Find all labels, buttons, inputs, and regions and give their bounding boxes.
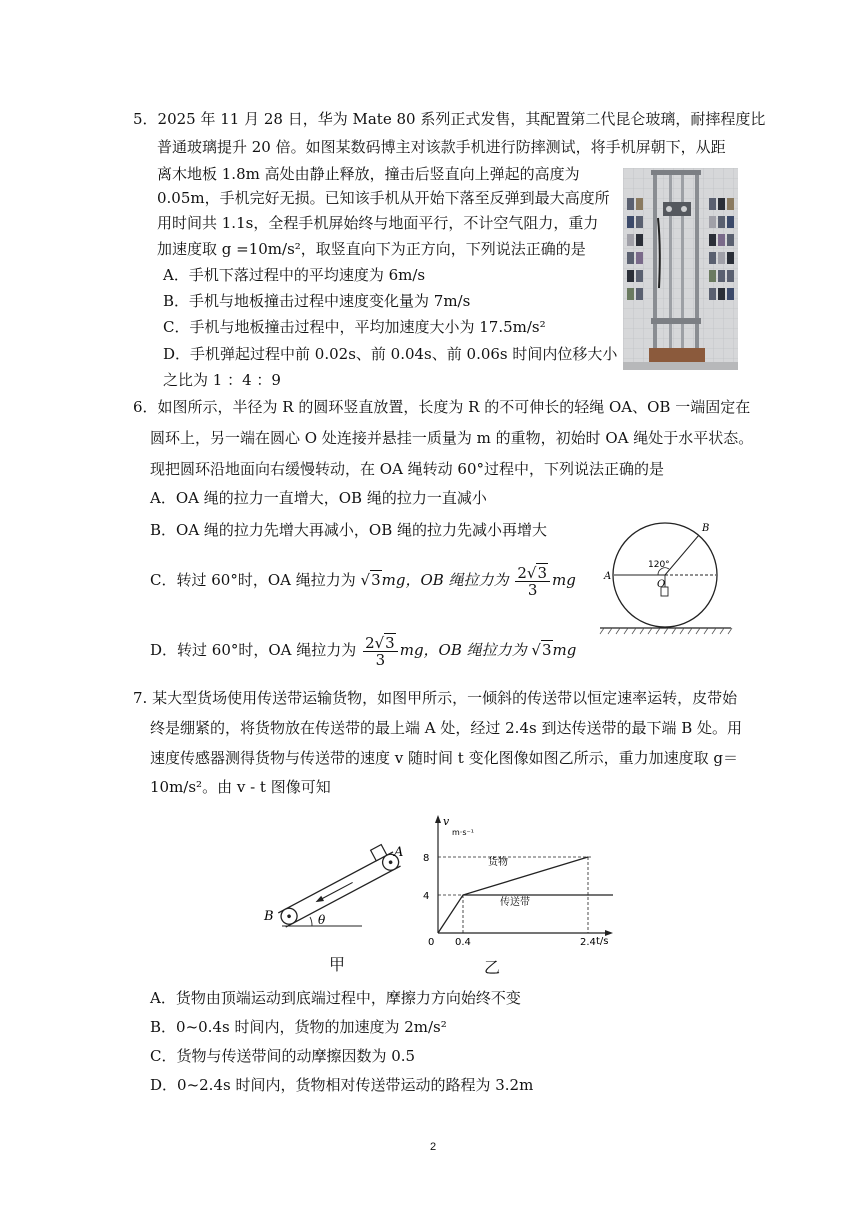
q5-line1: 5．2025 年 11 月 28 日，华为 Mate 80 系列正式发售，其配置第二代昆仑玻璃，耐摔程度比 [133,110,766,128]
figure-label-yi: 乙 [484,958,501,977]
q5-option-d-line2: 之比为 1 ：4 ：9 [163,371,281,389]
label-b: B [264,909,274,924]
label-a: A [394,845,404,860]
label-b: B [702,523,710,534]
q5-option-d-line1: D．手机弹起过程中前 0.02s、前 0.04s、前 0.06s 时间内位移大小 [163,345,618,363]
q7-line2: 终是绷紧的，将货物放在传送带的最上端 A 处，经过 2.4s 到达传送带的最下端 B 处。用 [150,719,743,737]
ring-rope-diagram [598,517,733,637]
vt-chart [418,813,618,948]
q5-line5: 用时间共 1.1s，全程手机屏始终与地面平行，不计空气阻力，重力 [157,214,599,232]
q6-option-d-prefix: D．转过 60°时，OA 绳拉力为 [150,641,357,659]
y-tick-8: 8 [423,853,430,864]
figure-label-jia: 甲 [329,955,346,974]
y-axis-unit: m·s⁻¹ [452,828,474,837]
fraction-two-root-three-over-three: $\frac{2√3}{3}$ [515,565,550,598]
sqrt-three: √3 [531,641,552,659]
conveyor-diagram [262,838,412,938]
q7-option-b: B．0~0.4s 时间内，货物的加速度为 2m/s² [150,1018,447,1036]
q5-option-c: C．手机与地板撞击过程中，平均加速度大小为 17.5m/s² [163,318,546,336]
q5-line4: 0.05m，手机完好无损。已知该手机从开始下落至反弹到最大高度所 [157,189,610,207]
series-label-1: 传送带 [500,897,530,908]
q7-option-c: C．货物与传送带间的动摩擦因数为 0.5 [150,1047,416,1065]
q6-line1: 6．如图所示，半径为 R 的圆环竖直放置，长度为 R 的不可伸长的轻绳 OA、OB 一端固定在 [133,398,751,416]
series-label-0: 货物 [488,857,508,868]
q6-option-b: B．OA 绳的拉力先增大再减小，OB 绳的拉力先减小再增大 [150,521,548,539]
x-tick-0.4: 0.4 [455,937,471,948]
drop-test-photo [623,168,738,370]
q6-option-c-mid: mg，OB 绳拉力为 [381,571,509,589]
angle-label: 120° [648,560,670,570]
q7-line1: 7. 某大型货场使用传送带运输货物，如图甲所示，一倾斜的传送带以恒定速率运转，皮带始 [133,689,738,707]
q6-line3: 现把圆环沿地面向右缓慢转动，在 OA 绳转动 60°过程中，下列说法正确的是 [150,460,665,478]
x-tick-0: 0 [428,937,435,948]
q6-option-d [150,633,576,668]
label-theta: θ [318,913,326,927]
q7-line4: 10m/s²。由 v - t 图像可知 [150,778,331,796]
label-a: A [604,571,612,582]
q6-option-d-mid: mg，OB 绳拉力为 [399,641,527,659]
q6-line2: 圆环上，另一端在圆心 O 处连接并悬挂一质量为 m 的重物，初始时 OA 绳处于水平状态。 [150,429,754,447]
x-tick-2.4: 2.4 [580,937,596,948]
rope-ob [665,535,699,575]
sqrt-three: √3 [360,571,381,589]
q7-line3: 速度传感器测得货物与传送带的速度 v 随时间 t 变化图像如图乙所示，重力加速度取 g＝ [150,749,738,767]
y-axis-label: v [443,815,450,828]
q6-option-d-suffix: mg [552,641,577,659]
q5-line2: 普通玻璃提升 20 倍。如图某数码博主对该款手机进行防摔测试，将手机屏朝下，从距 [157,138,726,156]
label-o: O [657,579,666,590]
q5-option-a: A．手机下落过程中的平均速度为 6m/s [163,266,426,284]
q6-option-c [150,563,576,598]
q7-option-d: D．0~2.4s 时间内，货物相对传送带运动的路程为 3.2m [150,1076,534,1094]
fraction-two-root-three-over-three: $\frac{2√3}{3}$ [363,635,398,668]
q6-option-a: A．OA 绳的拉力一直增大，OB 绳的拉力一直减小 [150,489,487,507]
q5-line3: 离木地板 1.8m 高处由静止释放，撞击后竖直向上弹起的高度为 [157,165,580,183]
q6-option-c-suffix: mg [551,571,576,589]
q6-option-c-prefix: C．转过 60°时，OA 绳拉力为 [150,571,356,589]
x-axis-label: t/s [596,936,609,947]
y-tick-4: 4 [423,891,430,902]
q5-option-b: B．手机与地板撞击过程中速度变化量为 7m/s [163,292,471,310]
q7-option-a: A．货物由顶端运动到底端过程中，摩擦力方向始终不变 [150,989,521,1007]
q5-line6: 加速度取 g =10m/s²，取竖直向下为正方向，下列说法正确的是 [157,240,586,258]
page-number: 2 [430,1141,437,1153]
